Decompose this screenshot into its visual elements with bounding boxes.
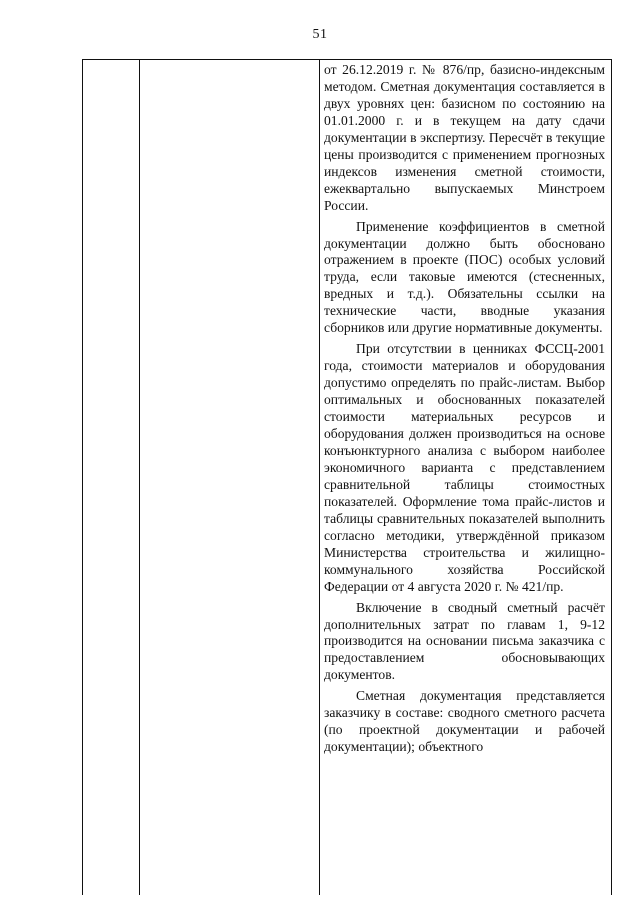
page-number: 51 <box>312 27 328 42</box>
paragraph-documentation-composition: Сметная документация представляется заказчику в составе: сводного сметного расчета (по проектной документации и рабочей документации); объектного <box>324 688 605 755</box>
document-table <box>82 59 612 895</box>
table-column-divider-1 <box>139 60 140 895</box>
paragraph-price-lists: При отсутствии в ценниках ФССЦ-2001 года, стоимости материалов и оборудования допустимо определять по прайс-листам. Выбор оптимальных и обоснованных показателей стоимости материальных ресурсов и оборудования должен производиться на основе конъюнктурного анализа с выбором наиболее экономичного варианта с представлением сравнительной таблицы стоимостных показателей. Оформление тома прайс-листов и таблицы сравнительных показателей выполнить согласно методики, утверждённой приказом Министерства строительства и жилищно-коммунального хозяйства Российской Федерации от 4 августа 2020 г. № 421/пр. <box>324 341 605 594</box>
table-column-divider-2 <box>319 60 320 895</box>
paragraph-additional-costs: Включение в сводный сметный расчёт дополнительных затрат по главам 1, 9-12 производится на основании письма заказчика с предоставлением обосновывающих документов. <box>324 599 605 683</box>
paragraph-pricing-method: от 26.12.2019 г. № 876/пр, базисно-индексным методом. Сметная документация составляется в двух уровнях цен: базисном по состоянию на 01.01.2000 г. и в текущем на дату сдачи документации в экспертизу. Пересчёт в текущие цены производится с применением прогнозных индексов изменения сметной стоимости, ежеквартально выпускаемых Минстроем России. <box>324 62 605 213</box>
table-cell-text <box>324 62 605 760</box>
paragraph-coefficients: Применение коэффициентов в сметной документации должно быть обосновано отражением в проекте (ПОС) особых условий труда, если таковые имеются (стесненных, вредных и т.д.). Обязательны ссылки на технические части, вводные указания сборников или другие нормативные документы. <box>324 218 605 336</box>
